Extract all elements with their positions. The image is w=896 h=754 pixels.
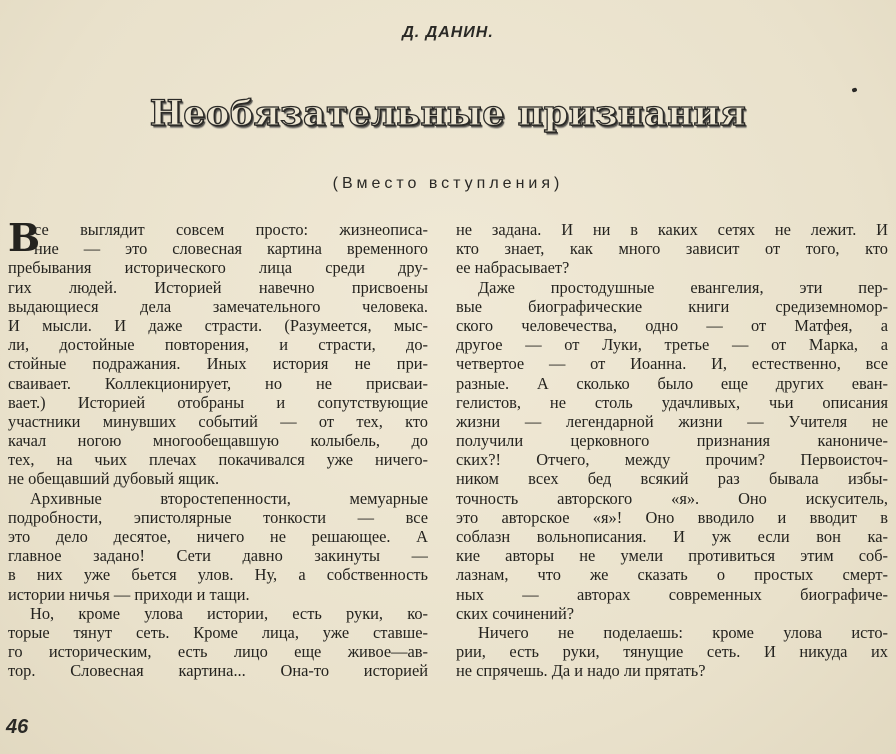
text-line: качал ногою многообещавшую колыбель, до — [8, 431, 428, 451]
text-line: тех, на чьих плечах покачивался уже ничего- — [8, 450, 428, 470]
text-line: главное задано! Сети давно закинуты — — [8, 546, 428, 566]
left-column — [8, 215, 428, 681]
text-line: рии, есть руки, тянущие сеть. И никуда их — [456, 642, 888, 662]
text-line: пребывания исторического лица среди дру- — [8, 258, 428, 278]
text-line: Но, кроме улова истории, есть руки, ко- — [30, 603, 428, 623]
text-line: разные. А сколько было еще других еван- — [456, 373, 888, 393]
text-line: ных — авторах современных биографиче- — [456, 584, 888, 604]
text-line: другое — от Луки, третье — от Марка, а — [456, 335, 888, 355]
text-line: го историческим, есть лицо еще живое—ав- — [8, 642, 428, 662]
text-line: Даже простодушные евангелия, эти пер- — [478, 277, 888, 297]
text-line: это дело десятое, ничего не решающее. А — [8, 527, 428, 546]
text-line: точность авторского «я». Оно искуситель, — [456, 488, 888, 508]
ink-speck — [851, 87, 857, 92]
text-line: гих людей. Историей навечно присвоены — [8, 277, 428, 297]
text-line: Ничего не поделаешь: кроме улова исто- — [478, 622, 888, 642]
text-line: стойные подражания. Иных история не при- — [8, 354, 428, 374]
text-line: участники минувших событий — от тех, кто — [8, 411, 428, 431]
text-line: в них уже бьется улов. Ну, а собственность — [8, 565, 428, 585]
text-line: кто знает, как много зависит от того, кто — [456, 239, 888, 259]
text-line: не задана. И ни в каких сетях не лежит. И — [456, 220, 888, 239]
text-line: лазнам, что же сказать о простых смерт- — [456, 565, 888, 585]
article-title: Необязательные признания — [149, 93, 747, 134]
page-number: 46 — [6, 716, 29, 738]
text-line: Архивные второстепенности, мемуарные — [30, 488, 428, 508]
text-line: получили церковного признания канониче- — [456, 431, 888, 451]
right-column — [456, 220, 888, 681]
text-line: ского человечества, одно — от Матфея, а — [456, 315, 888, 335]
text-line: подробности, эпистолярные тонкости — все — [8, 507, 428, 527]
article-subtitle: (Вместо вступления) — [332, 175, 564, 192]
text-line: выдающиеся дела замечательного человека. — [8, 296, 428, 316]
text-line: гелистов, не столь удачливых, чьи описания — [456, 392, 888, 412]
text-line: четвертое — от Иоанна. И, естественно, все — [456, 354, 888, 374]
text-line: ли, достойные повторения, и страсти, до- — [8, 335, 428, 355]
text-line: вает.) Историей отобраны и сопутствующие — [8, 392, 428, 412]
text-line: кие авторы не умели противиться этим соб- — [456, 546, 888, 566]
text-line: се выглядит совсем просто: жизнеописа- — [34, 220, 428, 239]
text-line: ние — это словесная картина временного — [34, 239, 428, 259]
text-line: сваивает. Коллекционирует, но не присваи- — [8, 373, 428, 393]
text-line: не спрячешь. Да и надо ли прятать? — [456, 661, 706, 681]
text-line: не обещавший дубовый ящик. — [8, 469, 220, 489]
text-line: ских?! Отчего, между прочим? Первоисточ- — [456, 450, 888, 470]
text-line: это авторское «я»! Оно вводило и вводит в — [456, 507, 888, 527]
text-line: истории ничья — приходи и тащи. — [8, 584, 250, 604]
text-line: жизни — легендарной жизни — Учителя не — [456, 411, 888, 431]
text-line: соблазн вольнописания. И уж если вон ка- — [456, 527, 888, 546]
text-line: ником всех бед всякий раз бывала избы- — [456, 469, 888, 489]
text-line: вые биографические книги средиземномор- — [456, 296, 888, 316]
text-line: ее набрасывает? — [456, 258, 570, 278]
text-line: ских сочинений? — [456, 603, 574, 623]
text-line: И мысли. И даже страсти. (Разумеется, мыс- — [8, 315, 428, 335]
text-line: торые тянут сеть. Кроме лица, уже ставше- — [8, 622, 428, 642]
text-line: тор. Словесная картина... Она-то историей — [8, 661, 428, 681]
drop-cap: В — [8, 215, 41, 260]
author-name: Д. ДАНИН. — [402, 24, 494, 41]
